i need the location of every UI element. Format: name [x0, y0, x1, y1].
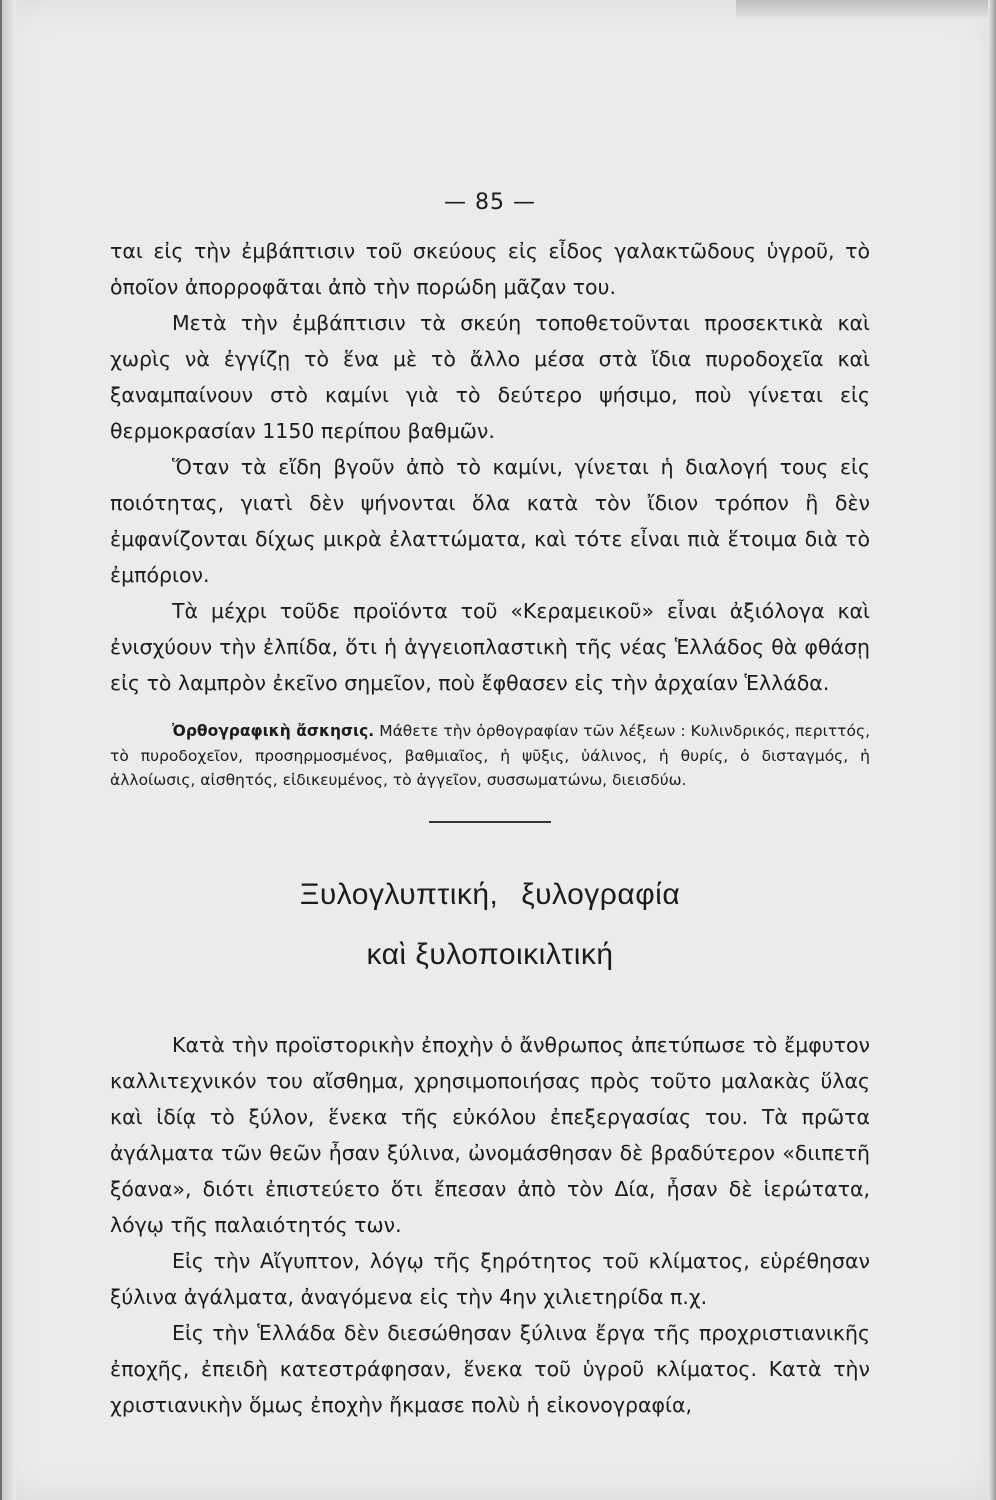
book-page — [2, 0, 996, 1500]
right-edge-shadow — [988, 0, 996, 1500]
section-heading — [110, 865, 870, 985]
paragraph-greece: Εἰς τὴν Ἑλλάδα δὲν διεσώθησαν ξύλινα ἔργα τῆς προχριστιανικῆς ἐποχῆς, ἐπειδὴ κατεστράφησαν, ἕνεκα τοῦ ὑγροῦ κλίματος. Κατὰ τὴν χριστιανικὴν ὅμως ἐποχὴν ἤκμασε πολὺ ἡ εἰκονογραφία, — [110, 1320, 870, 1417]
section-divider — [429, 821, 551, 823]
paragraph-continuation: ται εἰς τὴν ἐμβάπτισιν τοῦ σκεύους εἰς εἶδος γαλακτῶδους ὑγροῦ, τὸ ὁποῖον ἀπορροφᾶται ἀπὸ τὴν πορώδη μᾶζαν του. — [110, 239, 870, 299]
paragraph-firing: Μετὰ τὴν ἐμβάπτισιν τὰ σκεύη τοποθετοῦνται προσεκτικὰ καὶ χωρὶς νὰ ἐγγίζῃ τὸ ἕνα μὲ τὸ ἄλλο μέσα στὰ ἴδια πυροδοχεῖα καὶ ξαναμπαίνουν στὸ καμίνι γιὰ τὸ δεύτερο ψήσιμο, ποὺ γίνεται εἰς θερμοκρασίαν 1150 περίπου βαθμῶν. — [110, 311, 870, 443]
paragraph-prehistoric: Κατὰ τὴν προϊστορικὴν ἐποχὴν ὁ ἄνθρωπος ἀπετύπωσε τὸ ἔμφυτον καλλιτεχνικόν του αἴσθημα, χρησιμοποιήσας πρὸς τοῦτο μαλακὰς ὕλας καὶ ἰδίᾳ τὸ ξύλον, ἕνεκα τῆς εὐκόλου ἐπεξεργασίας του. Τὰ πρῶτα ἀγάλματα τῶν θεῶν ἦσαν ξύλινα, ὠνομάσθησαν δὲ βραδύτερον «διιπετῆ ξόανα», διότι ἐπιστεύετο ὅτι ἔπεσαν ἀπὸ τὸν Δία, ἦσαν δὲ ἱερώτατα, λόγῳ τῆς παλαιότητός των. — [110, 1032, 870, 1237]
page-edge-shadow — [736, 0, 996, 22]
paragraph-sorting: Ὅταν τὰ εἴδη βγοῦν ἀπὸ τὸ καμίνι, γίνεται ἡ διαλογή τους εἰς ποιότητας, γιατὶ δὲν ψήνονται ὅλα κατὰ τὸν ἴδιον τρόπον ἢ δὲν ἐμφανίζονται δίχως μικρὰ ἐλαττώματα, καὶ τότε εἶναι πιὰ ἕτοιμα διὰ τὸ ἐμπόριον. — [110, 455, 870, 587]
exercise-text: Μάθετε τὴν ὀρθογραφίαν τῶν λέξεων : Κυλινδρικός, περιττός, τὸ πυροδοχεῖον, προσηρμοσμένος, βαθμιαῖος, ἡ ψῦξις, ὑάλινος, ἡ θυρίς, ὁ δισταγμός, ἡ ἀλλοίωσις, αἰσθητός, εἰδικευμένος, τὸ ἀγγεῖον, συσσωματώνω, διεισδύω. — [110, 722, 871, 789]
heading-line-1: Ξυλογλυπτική, ξυλογραφία — [299, 877, 681, 911]
page-number: — 85 — — [444, 190, 536, 215]
page-content — [110, 190, 870, 1423]
paragraph-conclusion: Τὰ μέχρι τοῦδε προϊόντα τοῦ «Κεραμεικοῦ» εἶναι ἀξιόλογα καὶ ἐνισχύουν τὴν ἐλπίδα, ὅτι ἡ ἀγγειοπλαστικὴ τῆς νέας Ἑλλάδος θὰ φθάσῃ εἰς τὸ λαμπρὸν ἐκεῖνο σημεῖον, ποὺ ἔφθασεν εἰς τὴν ἀρχαίαν Ἑλλάδα. — [110, 599, 870, 695]
binding-edge — [2, 0, 16, 1500]
spelling-exercise — [110, 719, 870, 793]
heading-line-2: καὶ ξυλοποικιλτική — [366, 937, 614, 971]
paragraph-egypt: Εἰς τὴν Αἴγυπτον, λόγῳ τῆς ξηρότητος τοῦ κλίματος, εὑρέθησαν ξύλινα ἀγάλματα, ἀναγόμενα εἰς τὴν 4ην χιλιετηρίδα π.χ. — [110, 1248, 870, 1309]
exercise-title: Ὀρθογραφικὴ ἄσκησις. — [172, 722, 375, 740]
